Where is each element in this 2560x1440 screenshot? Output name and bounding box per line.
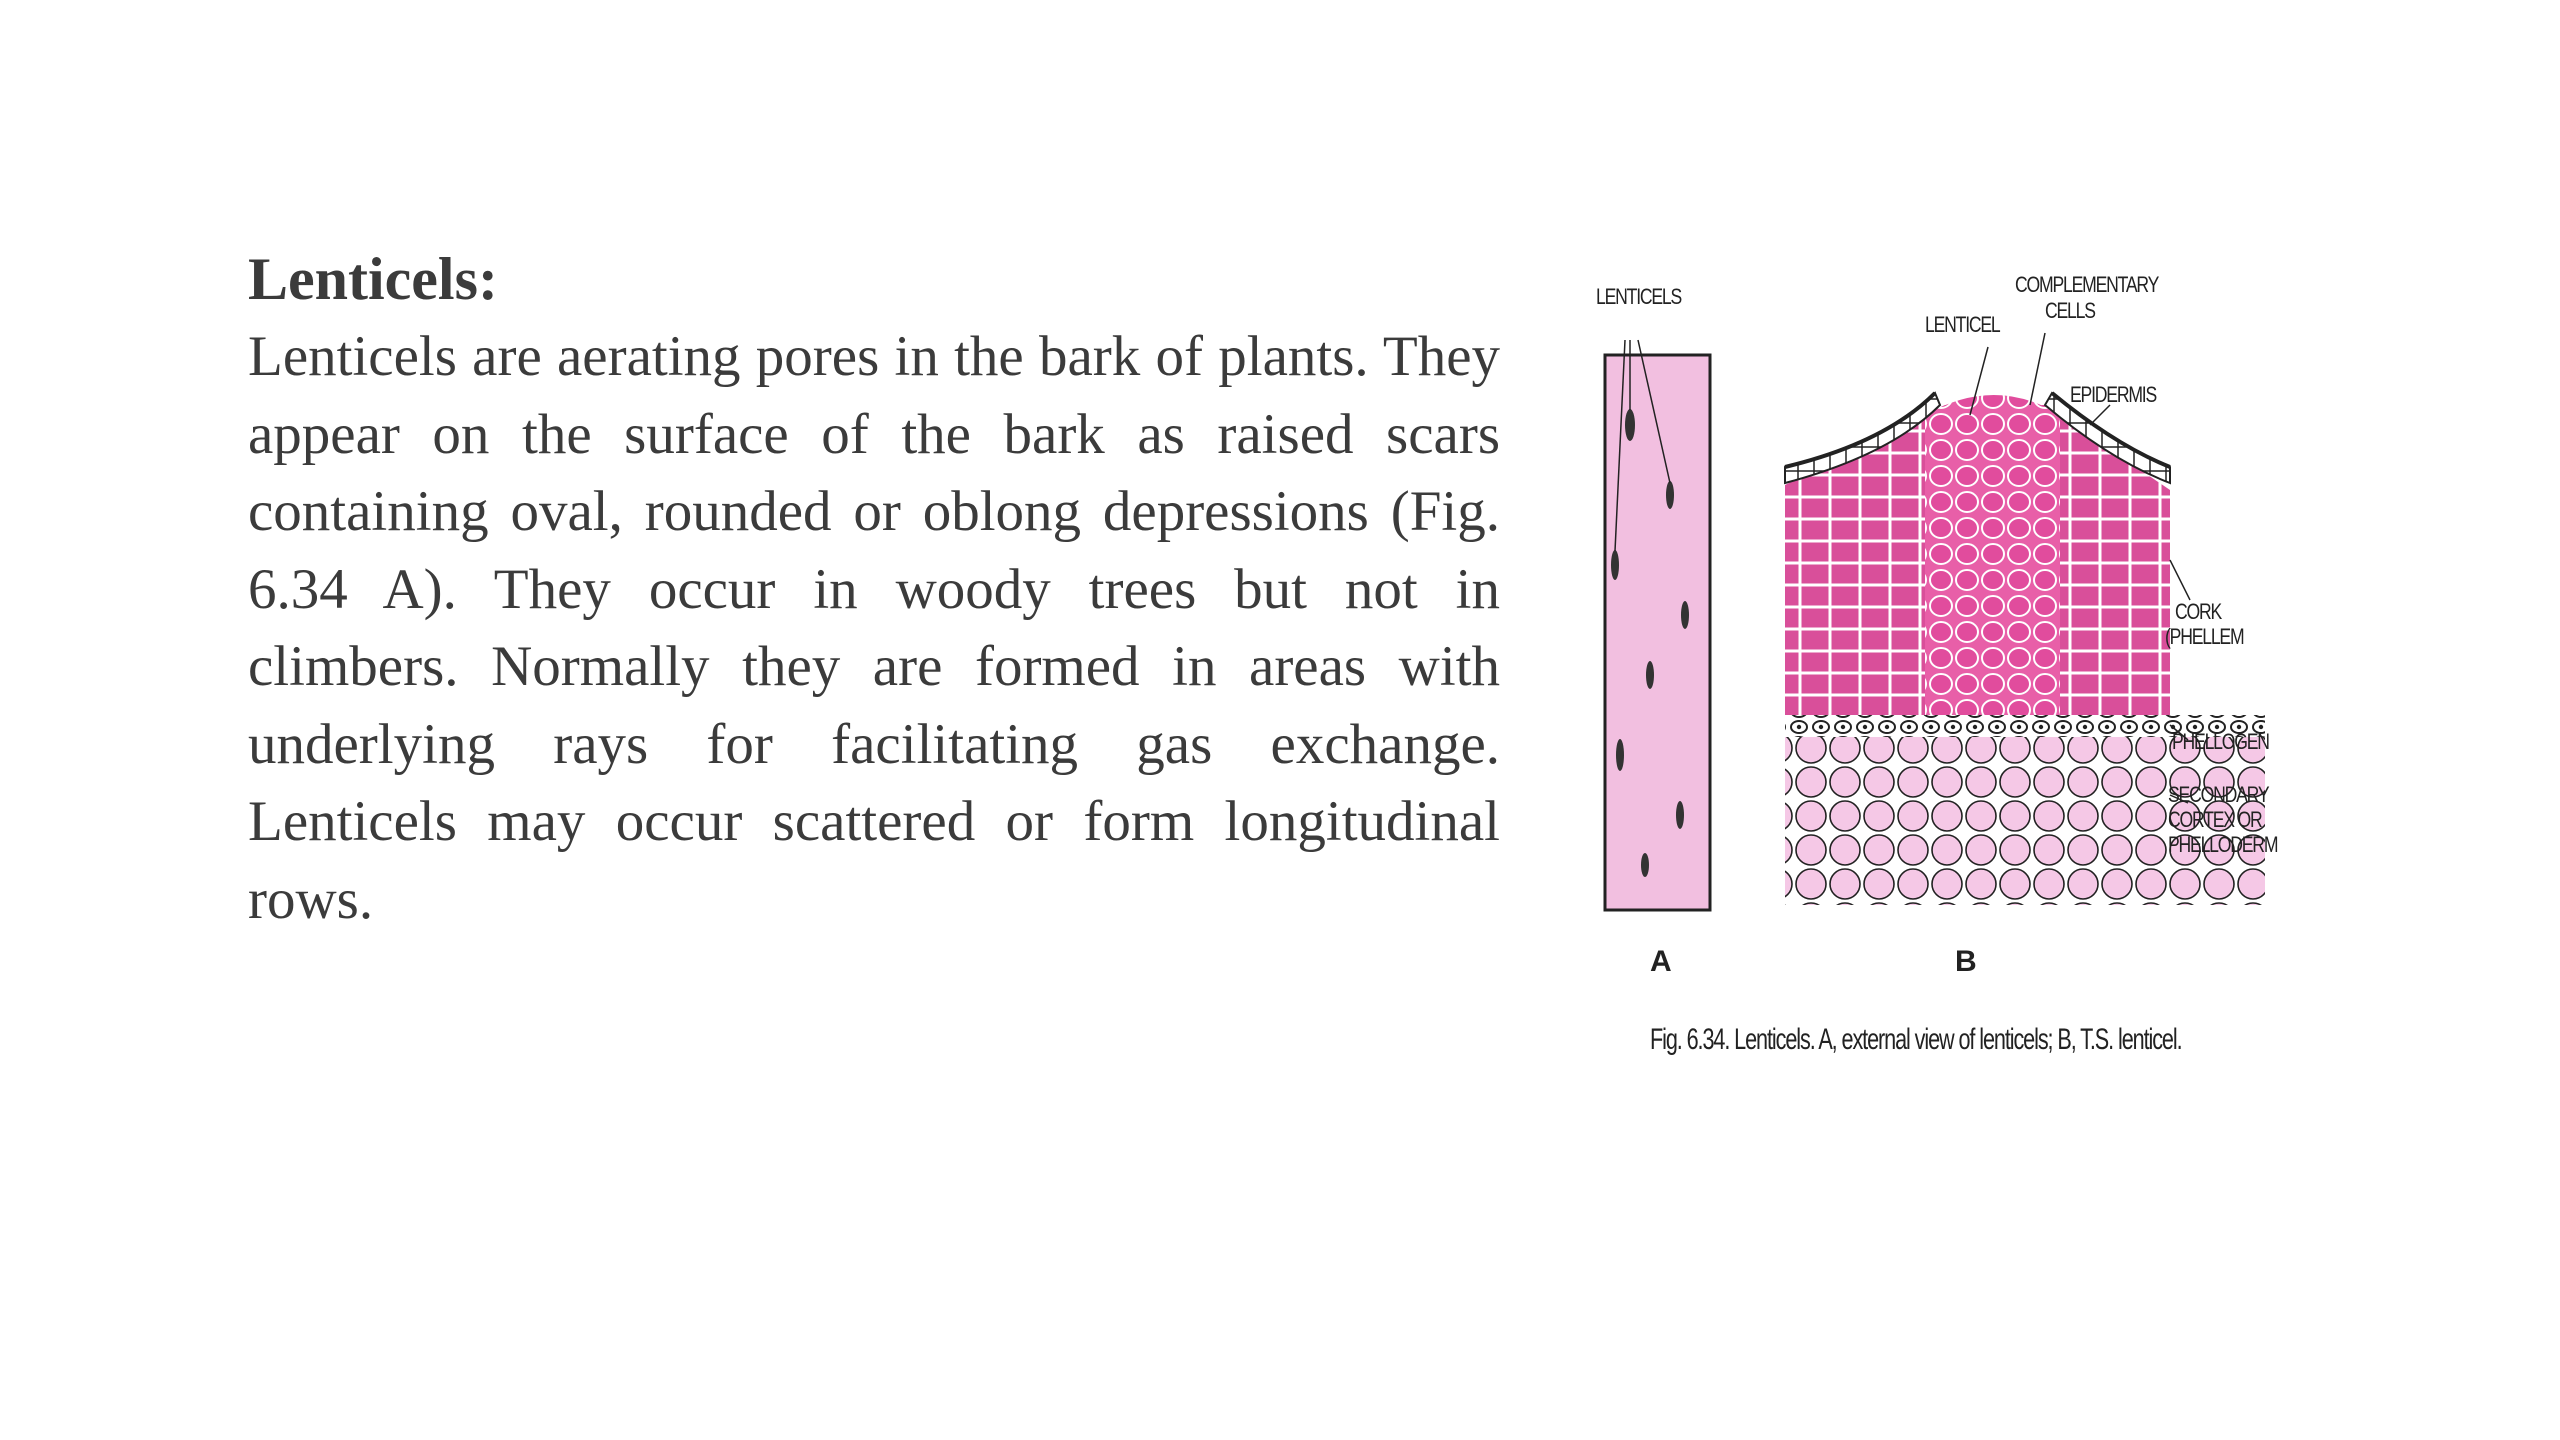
- text-block: [248, 240, 1500, 938]
- panel-a-stem: [1605, 340, 1710, 910]
- label-lenticels: LENTICELS: [1596, 284, 1682, 309]
- label-phellogen: PHELLOGEN: [2172, 729, 2269, 754]
- lenticel-figure: [1590, 255, 2300, 1085]
- panel-a-label: A: [1650, 945, 1672, 978]
- lenticel-illustration: [1590, 255, 2300, 1085]
- label-secondary: SECONDARY: [2168, 782, 2269, 807]
- label-epidermis: EPIDERMIS: [2070, 382, 2157, 407]
- label-phelloderm: PHELLODERM: [2168, 832, 2278, 857]
- label-lenticel: LENTICEL: [1925, 312, 2000, 337]
- label-cells: CELLS: [2045, 298, 2095, 323]
- label-cortex-or: CORTEX OR: [2168, 807, 2262, 832]
- label-cork: CORK: [2175, 599, 2222, 624]
- panel-b-label: B: [1955, 945, 1977, 978]
- label-phellem: (PHELLEM: [2165, 624, 2244, 649]
- heading: Lenticels:: [248, 246, 498, 312]
- body-paragraph: Lenticels are aerating pores in the bark of plants. They appear on the surface of the bark as raised scars containing oval, rounded or oblong depressions (Fig. 6.34 A). They occur in woody trees but not in climbers. Normally they are formed in areas with underlying rays for facilitating gas exchange. Lenticels may occur scattered or form longitudinal rows.: [248, 325, 1500, 931]
- label-complementary: COMPLEMENTARY: [2015, 272, 2159, 297]
- figure-caption: Fig. 6.34. Lenticels. A, external view of lenticels; B, T.S. lenticel.: [1650, 1023, 2182, 1056]
